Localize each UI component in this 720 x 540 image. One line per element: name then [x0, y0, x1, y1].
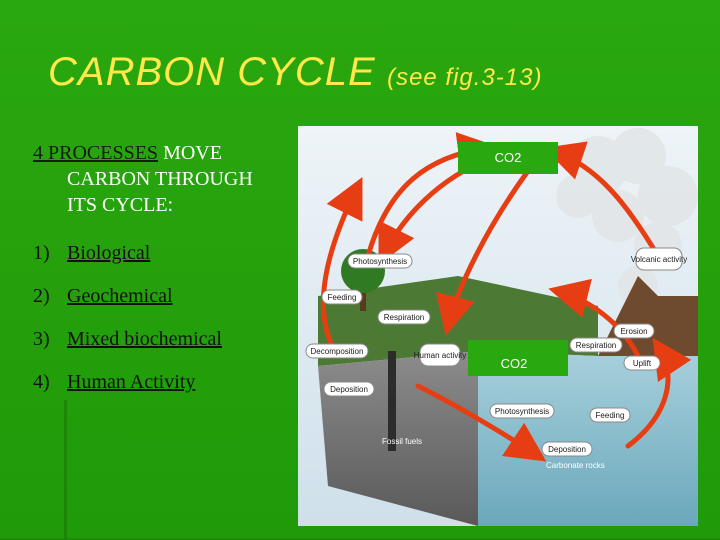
- label-feeding-land: Feeding: [327, 293, 357, 302]
- label-decomposition: Decomposition: [310, 347, 364, 356]
- decorative-vertical-line: [64, 400, 67, 540]
- label-human: Human activity: [413, 351, 467, 360]
- co2-middle-label: CO2: [500, 356, 528, 371]
- process-link-biological[interactable]: Biological: [67, 242, 151, 264]
- label-deposition-ocean: Deposition: [548, 445, 586, 454]
- intro-text-line2: CARBON THROUGH: [67, 168, 253, 190]
- list-number: 1): [33, 242, 50, 264]
- list-number: 2): [33, 285, 50, 307]
- list-item: [33, 324, 222, 367]
- process-list: [33, 238, 222, 410]
- intro-text-line3: ITS CYCLE:: [67, 194, 174, 216]
- title-figure-reference: (see fig.3-13): [387, 64, 543, 91]
- list-item: [33, 238, 222, 281]
- label-photosynthesis-land: Photosynthesis: [352, 257, 408, 266]
- label-uplift: Uplift: [632, 359, 652, 368]
- list-item: [33, 367, 222, 410]
- slide-title: [48, 50, 542, 95]
- process-link-human-activity[interactable]: Human Activity: [67, 371, 196, 393]
- label-respiration-ocean: Respiration: [575, 341, 617, 350]
- label-photosynthesis-ocean: Photosynthesis: [494, 407, 550, 416]
- label-carbonate-rocks: Carbonate rocks: [546, 461, 605, 470]
- intro-text-line1: MOVE: [158, 142, 222, 164]
- process-link-geochemical[interactable]: Geochemical: [67, 285, 173, 307]
- label-fossil-fuels: Fossil fuels: [382, 437, 423, 446]
- label-volcanic: Volcanic activity: [630, 255, 688, 264]
- intro-underlined: 4 PROCESSES: [33, 142, 159, 164]
- fossil-fuel-pipe: [388, 351, 396, 451]
- list-item: [33, 281, 222, 324]
- label-feeding-ocean: Feeding: [595, 411, 625, 420]
- label-erosion: Erosion: [620, 327, 648, 336]
- intro-text: [33, 140, 303, 218]
- process-link-mixed-biochemical[interactable]: Mixed biochemical: [67, 328, 222, 350]
- label-deposition-land: Deposition: [330, 385, 368, 394]
- list-number: 4): [33, 371, 50, 393]
- list-number: 3): [33, 328, 50, 350]
- carbon-cycle-figure: [298, 126, 698, 526]
- title-main: CARBON CYCLE: [48, 50, 376, 94]
- co2-top-label: CO2: [494, 150, 522, 165]
- label-respiration-land: Respiration: [383, 313, 425, 322]
- carbon-cycle-diagram: [298, 126, 698, 526]
